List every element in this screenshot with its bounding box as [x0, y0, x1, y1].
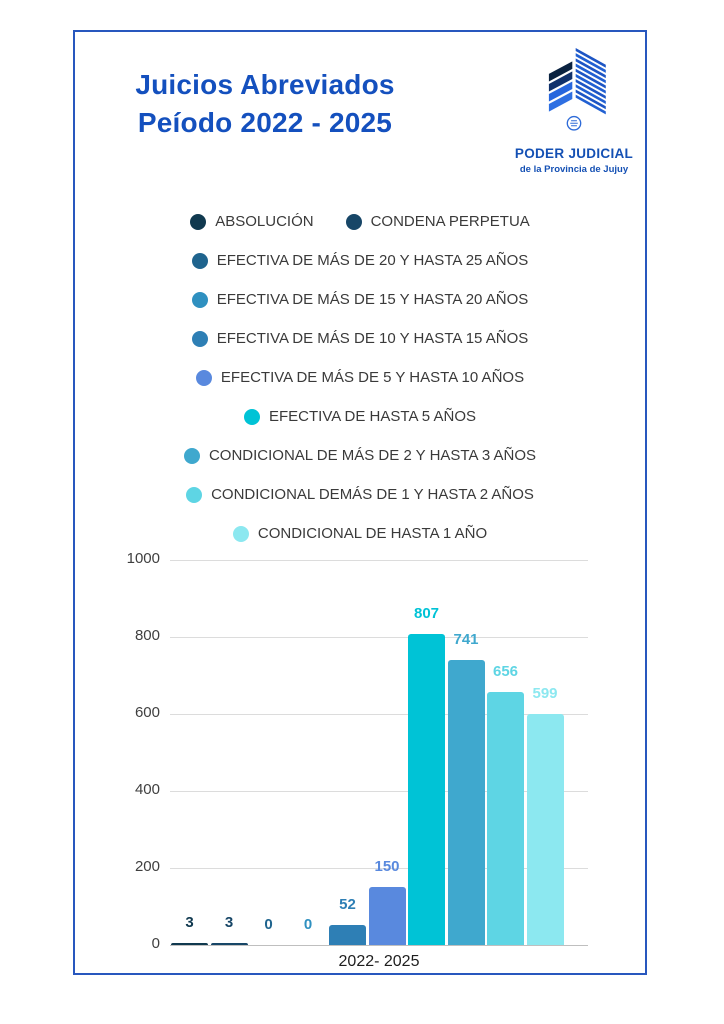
- legend-row: [73, 475, 647, 514]
- y-axis-tick-label: 400: [134, 781, 160, 798]
- legend-dot-icon: [196, 370, 212, 386]
- bar-value-label: 3: [224, 914, 234, 931]
- legend-dot-icon: [192, 253, 208, 269]
- bar-value-label: 807: [413, 605, 440, 622]
- legend-item-label: CONDICIONAL DE MÁS DE 2 Y HASTA 3 AÑOS: [208, 447, 537, 464]
- legend-item-label: CONDICIONAL DEMÁS DE 1 Y HASTA 2 AÑOS: [211, 486, 534, 503]
- legend-dot-icon: [186, 487, 202, 503]
- legend-row: [73, 397, 647, 436]
- y-axis-tick-label: 600: [134, 704, 160, 721]
- legend-dot-icon: [190, 214, 206, 230]
- legend-item-label: EFECTIVA DE HASTA 5 AÑOS: [268, 408, 476, 425]
- y-axis-tick-label: 0: [151, 935, 160, 952]
- legend-item-label: EFECTIVA DE MÁS DE 10 Y HASTA 15 AÑOS: [216, 330, 529, 347]
- legend-dot-icon: [192, 331, 208, 347]
- legend-item: [196, 369, 524, 386]
- legend-dot-icon: [184, 448, 200, 464]
- legend-row: [73, 319, 647, 358]
- legend-item-label: ABSOLUCIÓN: [215, 213, 314, 230]
- legend-row: [73, 358, 647, 397]
- page-title-line1: Juicios Abreviados: [135, 69, 395, 100]
- legend-item: [184, 447, 536, 464]
- gridline: [170, 637, 588, 638]
- bar-value-label: 656: [492, 663, 519, 680]
- page-title: [95, 66, 435, 142]
- legend-item-label: EFECTIVA DE MÁS DE 5 Y HASTA 10 AÑOS: [220, 369, 525, 386]
- legend-row: [73, 241, 647, 280]
- bar-value-label: 0: [264, 916, 273, 933]
- gridline: [170, 791, 588, 792]
- bar-value-label: 0: [303, 916, 313, 933]
- bar: [448, 660, 485, 945]
- bar: [487, 692, 524, 945]
- legend-item-label: CONDENA PERPETUA: [370, 213, 530, 230]
- legend-item: [192, 330, 529, 347]
- legend-dot-icon: [192, 292, 208, 308]
- bar: [171, 943, 208, 945]
- chart-legend: [73, 202, 647, 553]
- legend-item: [186, 486, 534, 503]
- legend-row: [73, 202, 647, 241]
- legend-dot-icon: [244, 409, 260, 425]
- poder-judicial-logo: [495, 48, 653, 175]
- legend-item: [192, 252, 529, 269]
- bar-value-label: 3: [185, 914, 194, 931]
- bar-value-label: 599: [532, 685, 558, 702]
- bar: [329, 925, 366, 945]
- bar: [369, 887, 406, 945]
- legend-item: [190, 213, 313, 230]
- bar: [211, 943, 248, 945]
- legend-dot-icon: [346, 214, 362, 230]
- page-title-line2: Peíodo 2022 - 2025: [137, 107, 393, 138]
- legend-item: [192, 291, 529, 308]
- logo-subtitle: de la Provincia de Jujuy: [519, 164, 629, 175]
- legend-item-label: CONDICIONAL DE HASTA 1 AÑO: [257, 525, 488, 542]
- legend-row: [73, 280, 647, 319]
- legend-dot-icon: [233, 526, 249, 542]
- logo-name: PODER JUDICIAL: [514, 146, 634, 161]
- legend-item-label: EFECTIVA DE MÁS DE 20 Y HASTA 25 AÑOS: [216, 252, 529, 269]
- y-axis-tick-label: 200: [134, 858, 160, 875]
- legend-item: [244, 408, 476, 425]
- legend-row: [73, 514, 647, 553]
- legend-row: [73, 436, 647, 475]
- courthouse-building-icon: [532, 48, 616, 140]
- legend-item: [346, 213, 530, 230]
- bar-value-label: 741: [453, 631, 479, 648]
- bar-value-label: 52: [339, 896, 356, 913]
- legend-item: [233, 525, 487, 542]
- y-axis-tick-label: 1000: [126, 550, 160, 567]
- gridline: [170, 560, 588, 561]
- bar: [408, 634, 445, 945]
- bar: [527, 714, 564, 945]
- y-axis-tick-label: 800: [134, 627, 160, 644]
- bar-chart: [126, 550, 588, 970]
- x-axis-label: 2022- 2025: [338, 953, 420, 970]
- gridline: [170, 714, 588, 715]
- bar-value-label: 150: [374, 858, 400, 875]
- legend-item-label: EFECTIVA DE MÁS DE 15 Y HASTA 20 AÑOS: [216, 291, 529, 308]
